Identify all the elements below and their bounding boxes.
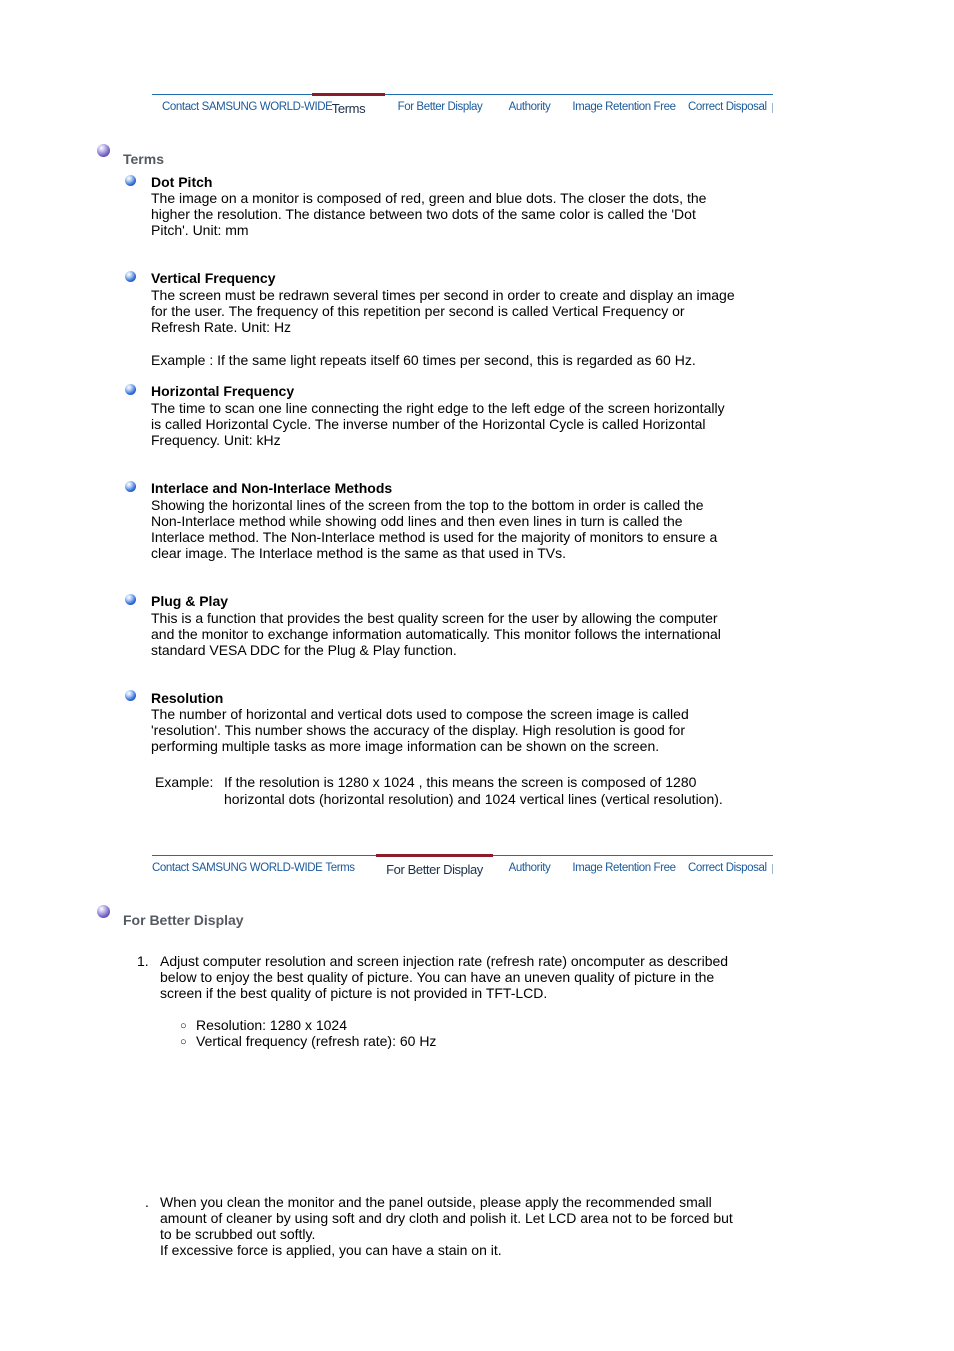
nav-correct-disposal[interactable]: Correct Disposal: [688, 101, 767, 113]
text-line: higher the resolution. The distance between two dots of the same color is called the 'Dot: [151, 206, 696, 222]
section-bullet-icon: [97, 144, 110, 157]
text-line: screen if the best quality of picture is not provided in TFT-LCD.: [160, 985, 548, 1001]
nav-for-better-display-active[interactable]: For Better Display: [376, 854, 493, 882]
section-bullet-icon: [97, 905, 110, 918]
text-line: The image on a monitor is composed of red, green and blue dots. The closer the dots, the: [151, 190, 707, 206]
top-navbar: [152, 94, 773, 119]
text-line: horizontal dots (horizontal resolution) and 1024 vertical lines (vertical resolution).: [224, 791, 723, 807]
text-line: to be scrubbed out softly.: [160, 1226, 316, 1242]
sub-item-resolution: Resolution: 1280 x 1024: [196, 1017, 347, 1033]
term-bullet-icon: [125, 384, 136, 395]
text-line: amount of cleaner by using soft and dry cloth and polish it. Let LCD area not to be forced but: [160, 1210, 733, 1226]
text-line: 'resolution'. This number shows the accuracy of the display. High resolution is good for: [151, 722, 685, 738]
nav-terms-active[interactable]: Terms: [312, 93, 385, 121]
text-line: The time to scan one line connecting the right edge to the left edge of the screen horizontally: [151, 400, 725, 416]
text-line: Pitch'. Unit: mm: [151, 222, 249, 238]
nav-contact-samsung[interactable]: Contact SAMSUNG WORLD-WIDE: [152, 862, 323, 874]
text-line: performing multiple tasks as more image information can be shown on the screen.: [151, 738, 660, 754]
text-line: Non-Interlace method while showing odd lines and then even lines in turn is called the: [151, 513, 683, 529]
term-bullet-icon: [125, 481, 136, 492]
text-line: clear image. The Interlace method is the same as that used in TVs.: [151, 545, 567, 561]
term-title-resolution: Resolution: [151, 690, 224, 706]
resolution-example-label: Example:: [155, 774, 214, 790]
text-line: is called Horizontal Cycle. The inverse number of the Horizontal Cycle is called Horizontal: [151, 416, 706, 432]
list-item-2-text: [160, 1194, 733, 1258]
second-navbar: [152, 855, 773, 880]
nav-image-retention-free[interactable]: Image Retention Free: [572, 101, 676, 113]
term-bullet-icon: [125, 175, 136, 186]
vertical-frequency-example: Example : If the same light repeats itself 60 times per second, this is regarded as 60 Hz.: [151, 352, 696, 368]
nav-authority[interactable]: Authority: [508, 101, 551, 113]
text-line: If the resolution is 1280 x 1024 , this means the screen is composed of 1280: [224, 774, 697, 790]
term-bullet-icon: [125, 690, 136, 701]
nav-correct-disposal[interactable]: Correct Disposal: [688, 862, 767, 874]
list-item-1-text: [160, 953, 728, 1001]
nav-end-separator: [772, 864, 773, 874]
term-desc-vertical-frequency: [151, 287, 735, 335]
text-line: for the user. The frequency of this repetition per second is called Vertical Frequency or: [151, 303, 685, 319]
term-title-plug-and-play: Plug & Play: [151, 593, 229, 609]
term-bullet-icon: [125, 271, 136, 282]
term-title-vertical-frequency: Vertical Frequency: [151, 270, 276, 286]
term-desc-horizontal-frequency: [151, 400, 725, 448]
resolution-example-text: [224, 774, 764, 808]
list-number-1: 1.: [137, 953, 149, 969]
terms-section-title: Terms: [123, 151, 164, 167]
nav-authority[interactable]: Authority: [508, 862, 551, 874]
circle-bullet-icon: ○: [180, 1036, 187, 1048]
term-title-dot-pitch: Dot Pitch: [151, 174, 213, 190]
term-desc-interlace: [151, 497, 717, 561]
list-number-2: .: [145, 1194, 149, 1210]
text-line: When you clean the monitor and the panel outside, please apply the recommended small: [160, 1194, 712, 1210]
term-desc-resolution: [151, 706, 689, 754]
text-line: Interlace method. The Non-Interlace method is used for the majority of monitors to ensure a: [151, 529, 718, 545]
text-line: The screen must be redrawn several times per second in order to create and display an image: [151, 287, 735, 303]
display-section-title: For Better Display: [123, 912, 244, 928]
term-desc-dot-pitch: [151, 190, 706, 238]
term-bullet-icon: [125, 594, 136, 605]
nav-terms[interactable]: Terms: [325, 862, 355, 874]
nav-for-better-display[interactable]: For Better Display: [397, 101, 483, 113]
text-line: and the monitor to exchange information automatically. This monitor follows the international: [151, 626, 721, 642]
text-line: Frequency. Unit: kHz: [151, 432, 281, 448]
nav-contact-samsung[interactable]: Contact SAMSUNG WORLD-WIDE: [162, 101, 333, 113]
text-line: This is a function that provides the best quality screen for the user by allowing the computer: [151, 610, 718, 626]
term-desc-plug-and-play: [151, 610, 721, 658]
sub-item-vertical-frequency: Vertical frequency (refresh rate): 60 Hz: [196, 1033, 437, 1049]
text-line: Refresh Rate. Unit: Hz: [151, 319, 292, 335]
text-line: standard VESA DDC for the Plug & Play function.: [151, 642, 457, 658]
text-line: below to enjoy the best quality of picture. You can have an uneven quality of picture in the: [160, 969, 715, 985]
term-title-interlace: Interlace and Non-Interlace Methods: [151, 480, 393, 496]
nav-image-retention-free[interactable]: Image Retention Free: [572, 862, 676, 874]
text-line: Adjust computer resolution and screen injection rate (refresh rate) oncomputer as described: [160, 953, 729, 969]
text-line: Showing the horizontal lines of the screen from the top to the bottom in order is called the: [151, 497, 704, 513]
term-title-horizontal-frequency: Horizontal Frequency: [151, 383, 295, 399]
circle-bullet-icon: ○: [180, 1020, 187, 1032]
nav-end-separator: [772, 103, 773, 113]
text-line: The number of horizontal and vertical dots used to compose the screen image is called: [151, 706, 689, 722]
text-line: If excessive force is applied, you can have a stain on it.: [160, 1242, 502, 1258]
